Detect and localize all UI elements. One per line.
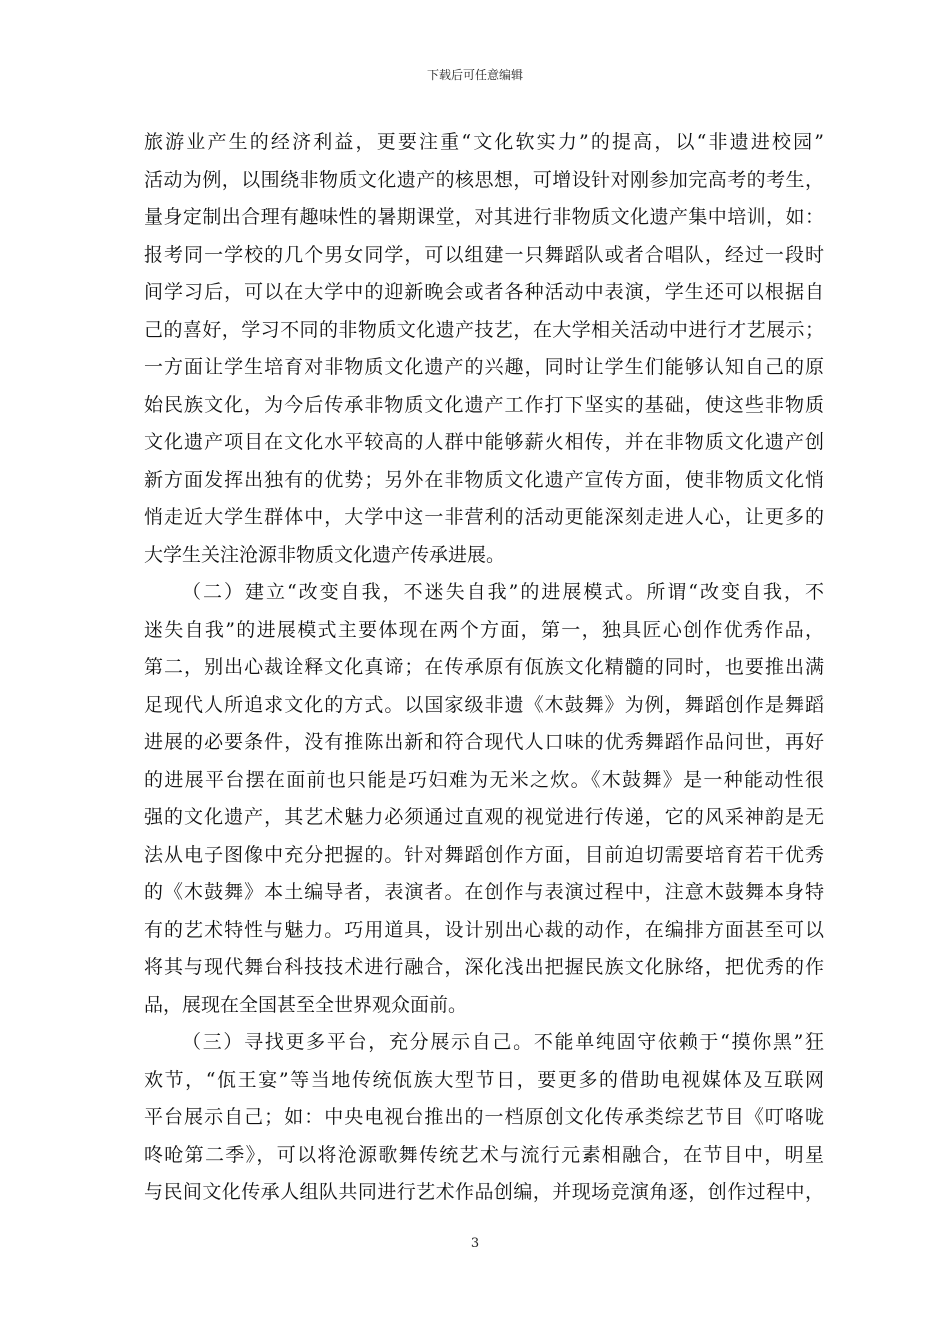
text-line: 强的文化遗产，其艺术魅力必须通过直观的视觉进行传递，它的风采神韵是无 — [144, 806, 824, 828]
text-line: 足现代人所追求文化的方式。以国家级非遗《木鼓舞》为例，舞蹈创作是舞蹈 — [144, 693, 824, 716]
text-line: 的进展平台摆在面前也只能是巧妇难为无米之炊。《木鼓舞》是一种能动性很 — [144, 768, 824, 791]
text-line: 一方面让学生培育对非物质文化遗产的兴趣，同时让学生们能够认知自己的原 — [144, 356, 824, 378]
text-line: 悄走近大学生群体中，大学中这一非营利的活动更能深刻走进人心，让更多的 — [144, 506, 824, 528]
text-line: 间学习后，可以在大学中的迎新晚会或者各种活动中表演，学生还可以根据自 — [144, 281, 824, 303]
text-line: 的《木鼓舞》本土编导者，表演者。在创作与表演过程中，注意木鼓舞本身特 — [144, 881, 824, 903]
text-line: 旅游业产生的经济利益，更要注重“文化软实力”的提高，以“非遗进校园” — [144, 131, 824, 153]
text-line: 大学生关注沧源非物质文化遗产传承进展。 — [144, 543, 506, 566]
text-line: 进展的必要条件，没有推陈出新和符合现代人口味的优秀舞蹈作品问世，再好 — [144, 731, 824, 753]
text-line: 己的喜好，学习不同的非物质文化遗产技艺，在大学相关活动中进行才艺展示； — [144, 318, 824, 341]
text-line: 文化遗产项目在文化水平较高的人群中能够薪火相传，并在非物质文化遗产创 — [144, 431, 824, 453]
text-line: （二）建立“改变自我，不迷失自我”的进展模式。所谓“改变自我，不 — [182, 581, 824, 603]
text-line: 迷失自我”的进展模式主要体现在两个方面，第一，独具匠心创作优秀作品， — [144, 618, 824, 641]
text-line: 品，展现在全国甚至全世界观众面前。 — [144, 993, 468, 1016]
text-line: 报考同一学校的几个男女同学，可以组建一只舞蹈队或者合唱队，经过一段时 — [144, 243, 824, 266]
page-number: 3 — [470, 1236, 480, 1251]
page-header: 下载后可任意编辑 — [426, 68, 523, 82]
text-line: 始民族文化，为今后传承非物质文化遗产工作打下坚实的基础，使这些非物质 — [144, 393, 824, 416]
text-line: 平台展示自己；如：中央电视台推出的一档原创文化传承类综艺节目《叮咯咙 — [144, 1106, 824, 1128]
text-line: 有的艺术特性与魅力。巧用道具，设计别出心裁的动作，在编排方面甚至可以 — [144, 918, 824, 941]
text-line: 新方面发挥出独有的优势；另外在非物质文化遗产宣传方面，使非物质文化悄 — [144, 468, 824, 491]
text-line: 将其与现代舞台科技技术进行融合，深化浅出把握民族文化脉络，把优秀的作 — [144, 956, 824, 978]
text-line: 第二，别出心裁诠释文化真谛；在传承原有佤族文化精髓的同时，也要推出满 — [144, 656, 824, 678]
body-text — [144, 131, 824, 1219]
text-line: 量身定制出合理有趣味性的暑期课堂，对其进行非物质文化遗产集中培训，如： — [144, 206, 824, 228]
text-line: 咚呛第二季》，可以将沧源歌舞传统艺术与流行元素相融合，在节目中，明星 — [144, 1143, 824, 1166]
text-line: 与民间文化传承人组队共同进行艺术作品创编，并现场竞演角逐，创作过程中， — [144, 1181, 824, 1203]
text-line: 法从电子图像中充分把握的。针对舞蹈创作方面，目前迫切需要培育若干优秀 — [144, 843, 824, 866]
text-line: 活动为例，以围绕非物质文化遗产的核思想，可增设针对刚参加完高考的考生， — [144, 168, 824, 191]
text-line: 欢节，“佤王宴”等当地传统佤族大型节日，要更多的借助电视媒体及互联网 — [144, 1068, 824, 1091]
text-line: （三）寻找更多平台，充分展示自己。不能单纯固守依赖于“摸你黑”狂 — [182, 1031, 824, 1053]
